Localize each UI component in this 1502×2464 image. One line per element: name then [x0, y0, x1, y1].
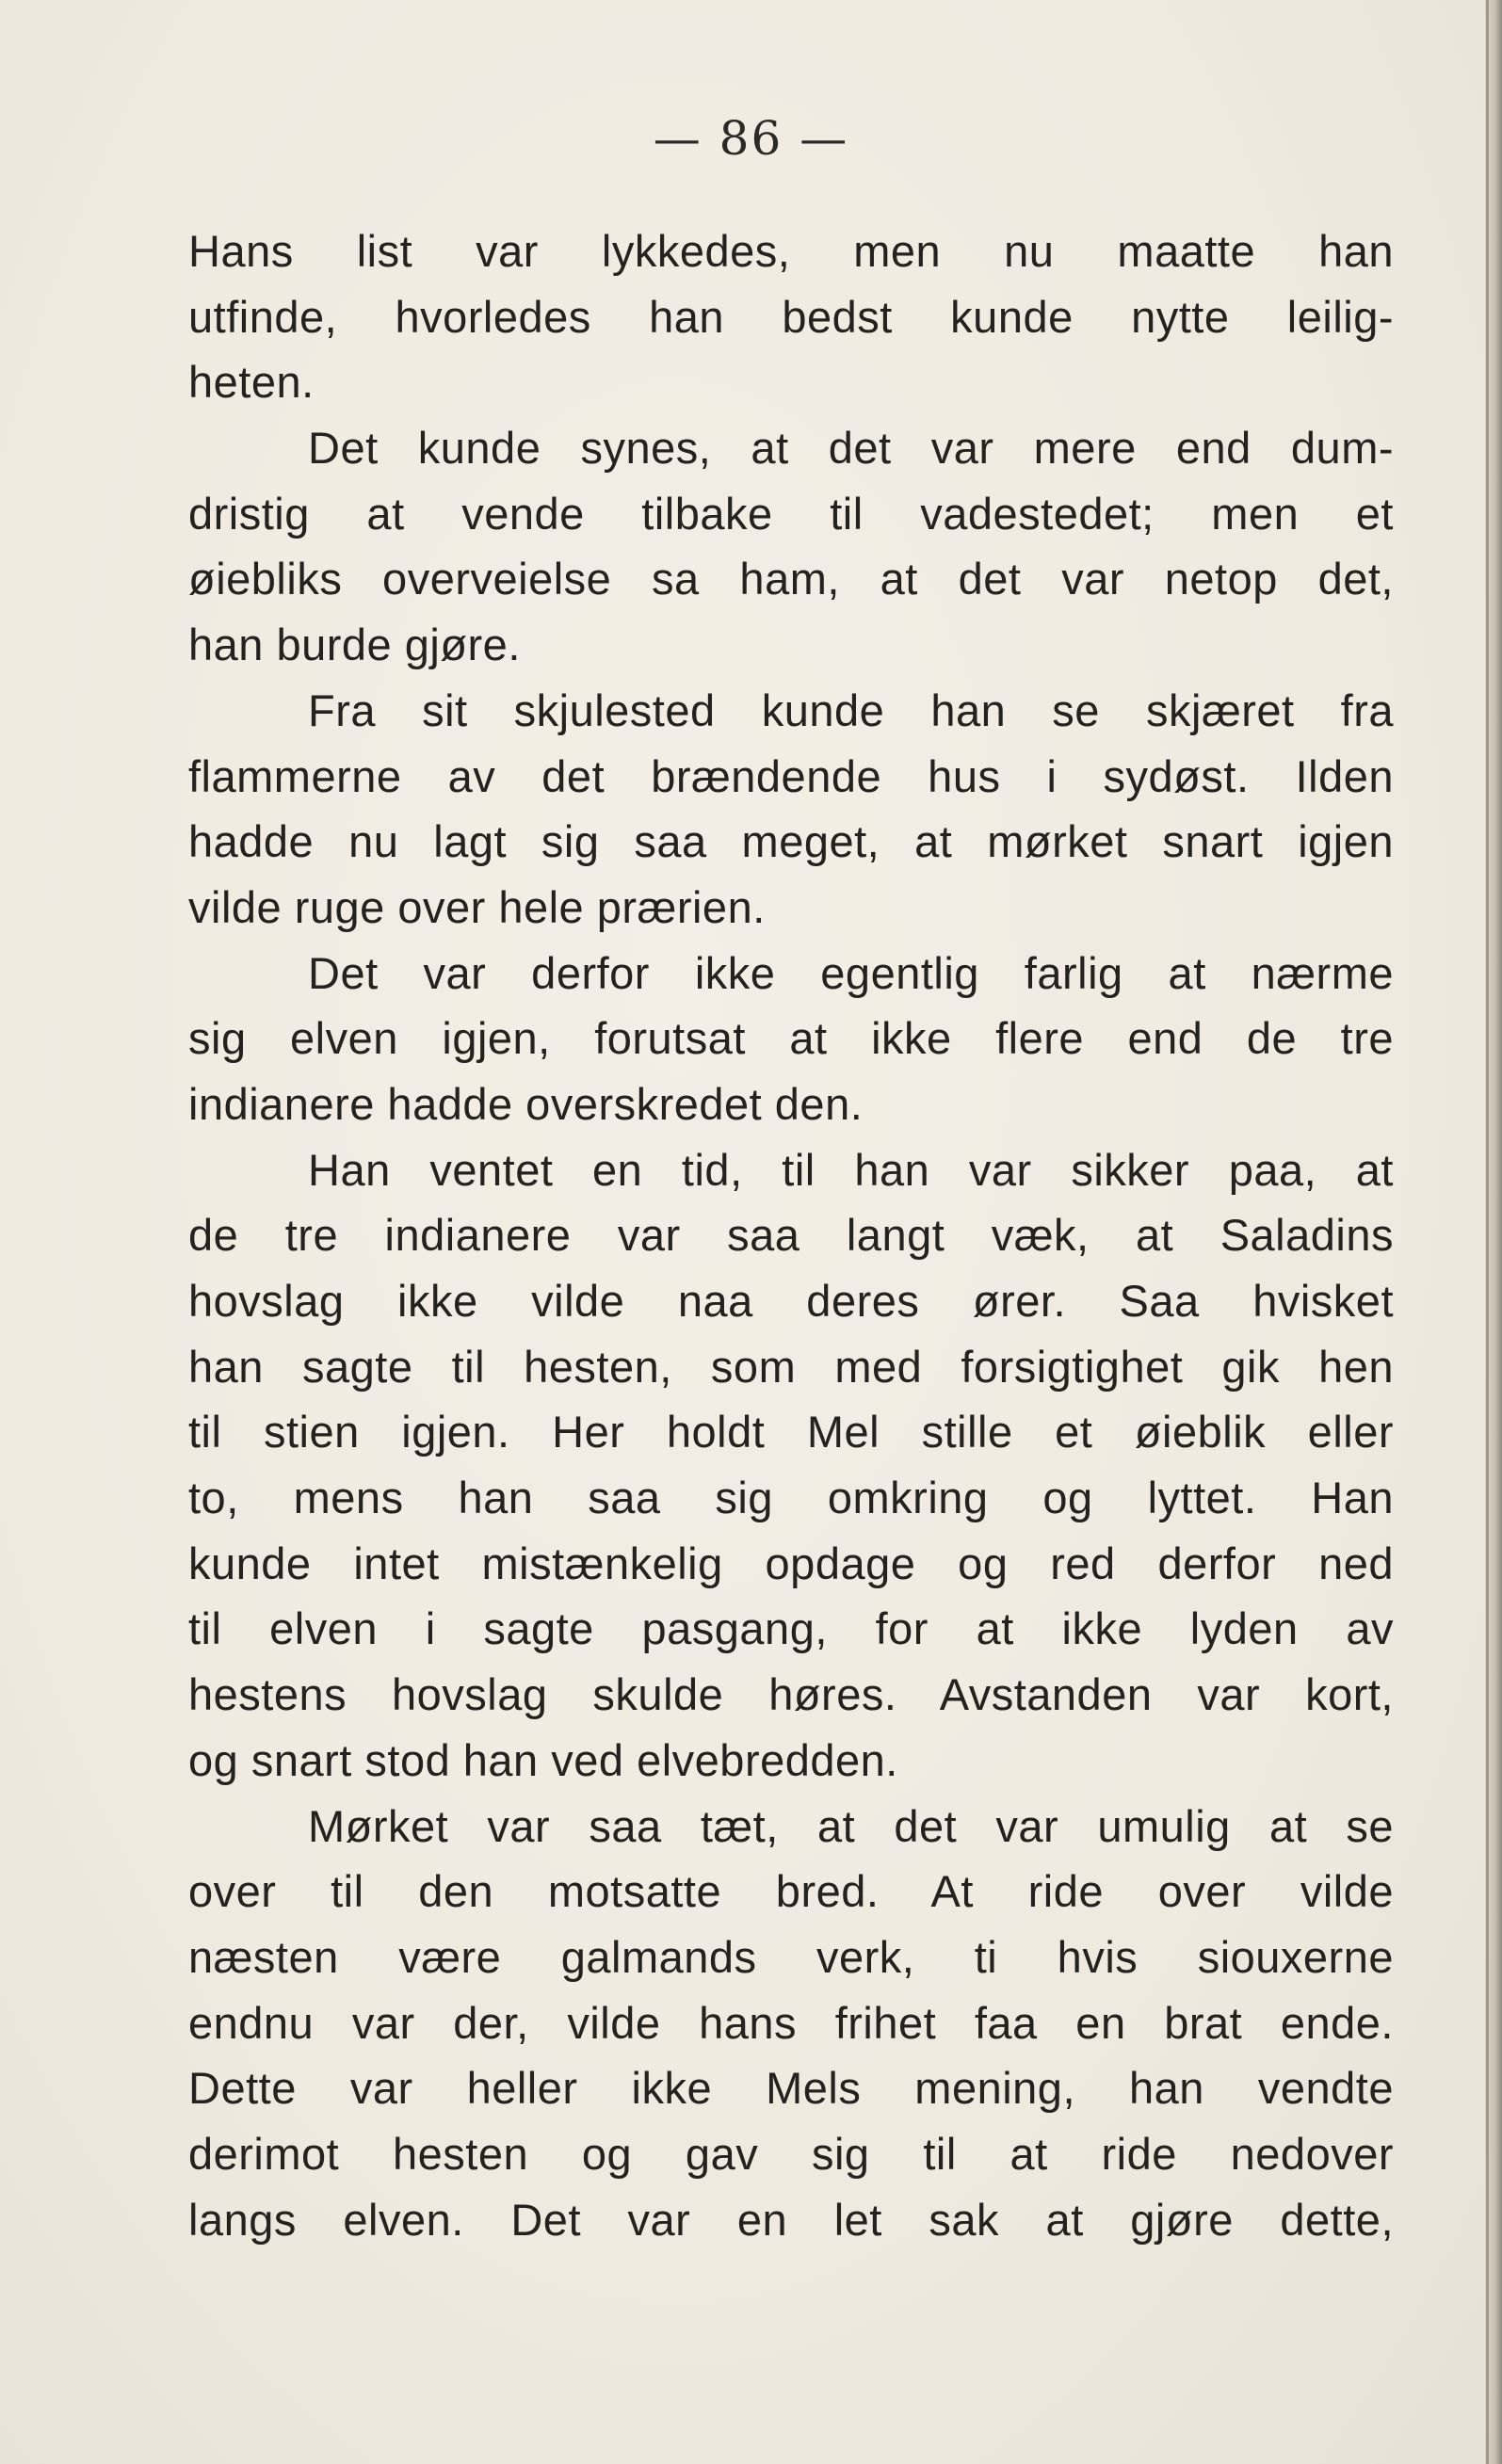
text-line: derimot hesten og gav sig til at ride nedover [188, 2128, 1394, 2179]
text-line: til stien igjen. Her holdt Mel stille et øieblik eller [188, 1407, 1394, 1457]
text-line: endnu var der, vilde hans frihet faa en brat ende. [188, 1997, 1394, 2048]
text-line: hovslag ikke vilde naa deres ører. Saa hvisket [188, 1276, 1394, 1326]
page-edge-shadow [1486, 0, 1489, 2464]
text-line: to, mens han saa sig omkring og lyttet. Han [188, 1473, 1394, 1523]
text-line: Det kunde synes, at det var mere end dum- [308, 423, 1394, 474]
text-line: øiebliks overveielse sa ham, at det var netop det, [188, 554, 1394, 604]
text-line: indianere hadde overskredet den. [188, 1078, 864, 1129]
text-line: hestens hovslag skulde høres. Avstanden var kort, [188, 1669, 1394, 1720]
text-line: Han ventet en tid, til han var sikker paa, at [308, 1144, 1394, 1195]
text-line: og snart stod han ved elvebredden. [188, 1734, 898, 1785]
text-line: over til den motsatte bred. At ride over vilde [188, 1866, 1394, 1917]
text-line: dristig at vende tilbake til vadestedet; men et [188, 488, 1394, 539]
body-text [188, 218, 1394, 2252]
text-line: kunde intet mistænkelig opdage og red derfor ned [188, 1538, 1394, 1588]
text-line: sig elven igjen, forutsat at ikke flere end de tre [188, 1013, 1394, 1064]
text-line: langs elven. Det var en let sak at gjøre dette, [188, 2194, 1394, 2245]
text-line: til elven i sagte pasgang, for at ikke lyden av [188, 1603, 1394, 1654]
text-line: vilde ruge over hele prærien. [188, 881, 766, 932]
text-line: Det var derfor ikke egentlig farlig at nærme [308, 947, 1394, 998]
text-line: utfinde, hvorledes han bedst kunde nytte leilig- [188, 291, 1394, 342]
text-line: flammerne av det brændende hus i sydøst. Ilden [188, 750, 1394, 801]
text-line: heten. [188, 357, 315, 408]
text-line: de tre indianere var saa langt væk, at Saladins [188, 1210, 1394, 1261]
page-number: — 86 — [653, 111, 849, 166]
text-line: Fra sit skjulested kunde han se skjæret fra [308, 684, 1394, 735]
text-line: Mørket var saa tæt, at det var umulig at se [308, 1800, 1394, 1851]
text-line: hadde nu lagt sig saa meget, at mørket snart igjen [188, 816, 1394, 867]
text-line: han burde gjøre. [188, 620, 521, 670]
text-line: næsten være galmands verk, ti hvis siouxerne [188, 1931, 1394, 1982]
text-line: Hans list var lykkedes, men nu maatte han [188, 226, 1394, 276]
text-line: han sagte til hesten, som med forsigtighet gik hen [188, 1341, 1394, 1392]
text-line: Dette var heller ikke Mels mening, han vendte [188, 2063, 1394, 2114]
